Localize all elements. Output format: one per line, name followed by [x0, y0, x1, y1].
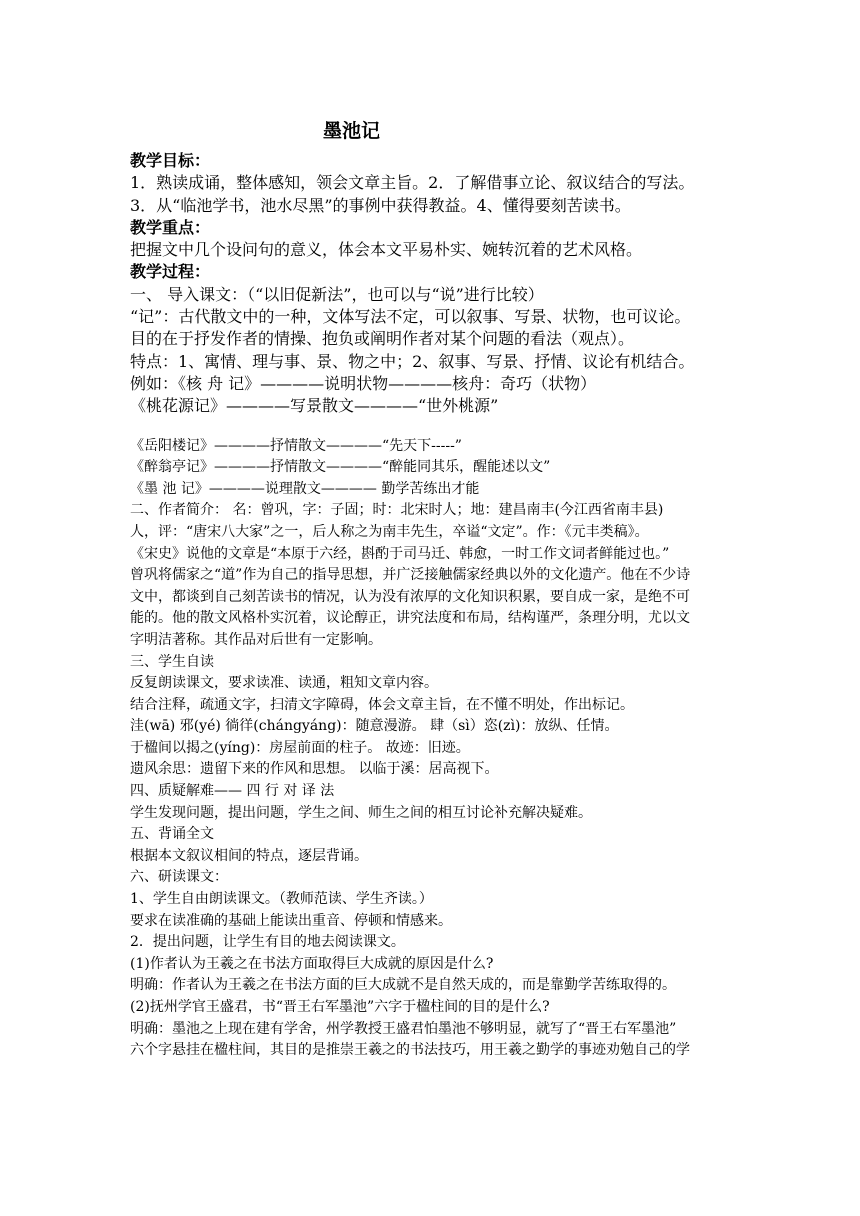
text-line: 学生发现问题，提出问题，学生之间、师生之间的相互讨论补充解决疑难。 [130, 804, 592, 821]
text-line: 把握文中几个设问句的意义，体会本文平易朴实、婉转沉着的艺术风格。 [130, 240, 643, 260]
text-line: 2．提出问题，让学生有目的地去阅读课文。 [130, 934, 405, 951]
text-line: 曾巩将儒家之“道”作为自己的指导思想，并广泛接触儒家经典以外的文化遗产。他在不少诗 [130, 567, 691, 584]
text-line: 一、 导入课文：（“以旧促新法”，也可以与“说”进行比较） [130, 284, 544, 304]
text-line: 《岳阳楼记》————抒情散文————“先天下-----” [130, 437, 462, 454]
text-line: 四、质疑解难—— 四 行 对 译 法 [130, 783, 335, 800]
text-line: 明确：作者认为王羲之在书法方面的巨大成就不是自然天成的，而是靠勤学苦练取得的。 [130, 977, 676, 994]
text-line: 目的在于抒发作者的情操、抱负或阐明作者对某个问题的看法（观点）。 [130, 329, 635, 349]
text-line: 《桃花源记》————写景散文————“世外桃源” [130, 396, 499, 416]
paragraph-gap [130, 418, 740, 436]
text-line: 3．从“临池学书，池水尽黑”的事例中获得教益。4、懂得要刻苦读书。 [130, 195, 631, 215]
text-line: (1)作者认为王羲之在书法方面取得巨大成就的原因是什么? [130, 955, 494, 972]
text-line: 字明洁著称。其作品对后世有一定影响。 [130, 631, 382, 648]
text-line: 特点：1、寓情、理与事、景、物之中；2、叙事、写景、抒情、议论有机结合。 [130, 351, 695, 371]
text-line: 遗风余思：遗留下来的作风和思想。 以临于溪：居高视下。 [130, 761, 499, 778]
text-line: 结合注释，疏通文字，扫清文字障碍，体会文章主旨，在不懂不明处，作出标记。 [130, 696, 634, 713]
text-line: 《墨 池 记》————说理散文———— 勤学苦练出才能 [130, 480, 480, 497]
text-line: 明确：墨池之上现在建有学舍，州学教授王盛君怕墨池不够明显，就写了“晋王右军墨池” [130, 1020, 677, 1037]
text-line: “记”：古代散文中的一种，文体写法不定，可以叙事、写景、状物，也可议论。 [130, 307, 691, 327]
text-line: 五、背诵全文 [130, 826, 214, 843]
section-heading: 教学过程： [130, 262, 211, 282]
section-heading: 教学重点： [130, 217, 211, 237]
text-line: 二、作者简介： 名：曾巩，字：子固；时：北宋时人；地：建昌南丰(今江西省南丰县) [130, 502, 664, 519]
text-line: 洼(wā) 邪(yé) 徜徉(chángyáng)：随意漫游。 肆（sì）恣(zì)：放纵、任情。 [130, 718, 619, 735]
text-line: 人，评：“唐宋八大家”之一，后人称之为南丰先生，卒谥“文定”。作：《元丰类稿》。 [130, 523, 649, 540]
text-line: 反复朗读课文，要求读准、读通，粗知文章内容。 [130, 675, 438, 692]
text-line: 根据本文叙议相间的特点，逐层背诵。 [130, 847, 368, 864]
text-line: 例如：《核 舟 记》————说明状物————核舟：奇巧（状物） [130, 373, 597, 393]
text-line: 要求在读准确的基础上能读出重音、停顿和情感来。 [130, 912, 452, 929]
text-line: 能的。他的散文风格朴实沉着，议论醇正，讲究法度和布局，结构谨严，条理分明，尤以文 [130, 610, 690, 627]
text-line: 三、学生自读 [130, 653, 214, 670]
section-heading: 教学目标： [130, 151, 211, 170]
text-line: 文中，都谈到自己刻苦读书的情况，认为没有浓厚的文化知识积累，要自成一家，是绝不可 [130, 588, 690, 605]
text-line: (2)抚州学官王盛君，书“晋王右军墨池”六字于楹柱间的目的是什么? [130, 999, 550, 1015]
text-line: 1、学生自由朗读课文。（教师范读、学生齐读。） [130, 891, 433, 908]
document-title: 墨池记 [323, 120, 381, 142]
text-line: 六个字悬挂在楹柱间，其目的是推崇王羲之的书法技巧，用王羲之勤学的事迹劝勉自己的学 [130, 1042, 690, 1059]
text-line: 《宋史》说他的文章是“本原于六经，斟酌于司马迁、韩愈，一时工作文词者鲜能过也。” [130, 545, 670, 562]
document-body [130, 150, 740, 1062]
text-line: 1．熟读成诵，整体感知，领会文章主旨。2．了解借事立论、叙议结合的写法。 [130, 173, 695, 193]
text-line: 《醉翁亭记》————抒情散文————“醉能同其乐，醒能述以文” [130, 459, 551, 476]
text-line: 六、研读课文： [130, 869, 228, 886]
text-line: 于楹间以揭之(yíng)：房屋前面的柱子。 故迹：旧迹。 [130, 739, 470, 756]
